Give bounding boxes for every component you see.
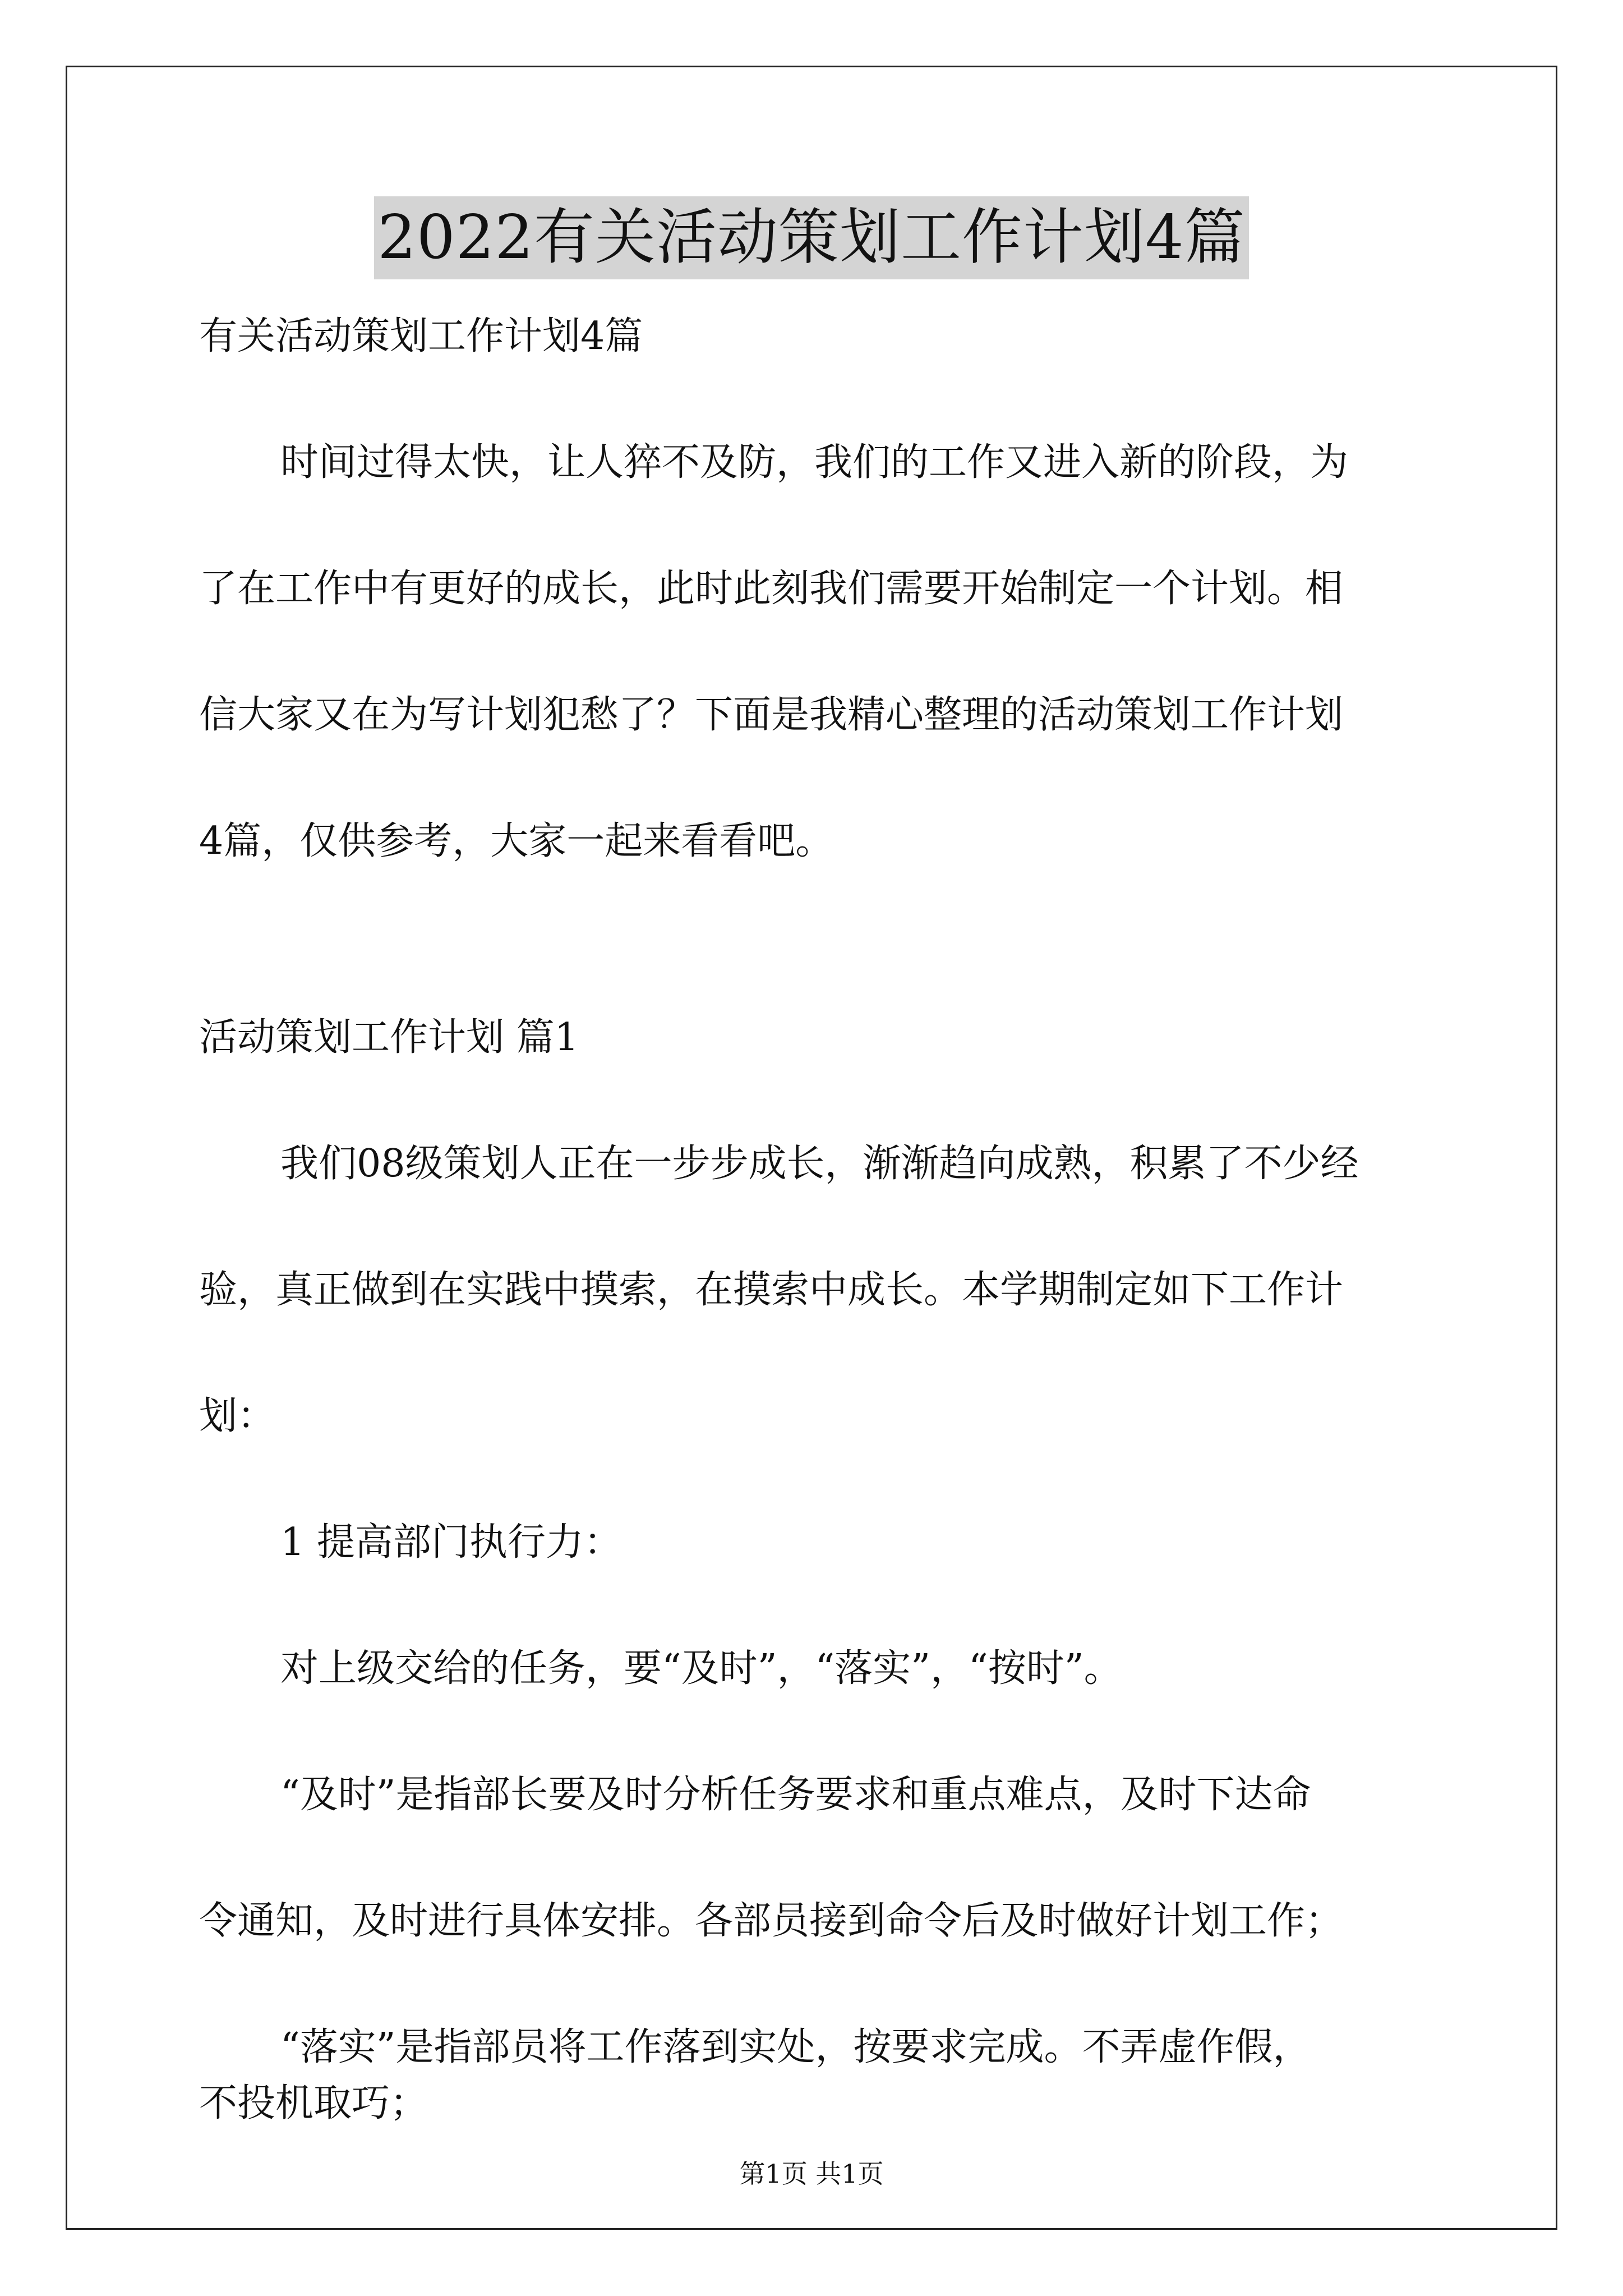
title-container bbox=[0, 196, 1623, 279]
item1-text: 对上级交给的任务，要“及时”，“落实”，“按时”。 bbox=[280, 1646, 1122, 1691]
section-heading: 活动策划工作计划 篇1 bbox=[199, 1015, 579, 1060]
item1-heading: 1 提高部门执行力： bbox=[280, 1520, 622, 1565]
jishi-line-1: “及时”是指部长要及时分析任务要求和重点难点，及时下达命 bbox=[280, 1773, 1311, 1817]
intro-line-2: 了在工作中有更好的成长，此时此刻我们需要开始制定一个计划。相 bbox=[199, 567, 1344, 611]
section1-para-line-2: 验，真正做到在实践中摸索，在摸索中成长。本学期制定如下工作计 bbox=[199, 1268, 1344, 1312]
luoshi-line-2: 不投机取巧； bbox=[199, 2081, 428, 2125]
document-subtitle: 有关活动策划工作计划4篇 bbox=[199, 314, 643, 358]
intro-line-3: 信大家又在为写计划犯愁了？下面是我精心整理的活动策划工作计划 bbox=[199, 693, 1344, 737]
page-footer: 第1页 共1页 bbox=[739, 2159, 884, 2189]
section1-para-line-1: 我们08级策划人正在一步步成长，渐渐趋向成熟，积累了不少经 bbox=[280, 1142, 1359, 1186]
jishi-line-2: 令通知，及时进行具体安排。各部员接到命令后及时做好计划工作； bbox=[199, 1899, 1344, 1943]
intro-line-1: 时间过得太快，让人猝不及防，我们的工作又进入新的阶段，为 bbox=[280, 440, 1349, 485]
section1-para-line-3: 划： bbox=[199, 1394, 276, 1438]
intro-line-4: 4篇，仅供参考，大家一起来看看吧。 bbox=[199, 819, 834, 863]
luoshi-line-1: “落实”是指部员将工作落到实处，按要求完成。不弄虚作假， bbox=[280, 2025, 1311, 2069]
document-title: 2022有关活动策划工作计划4篇 bbox=[374, 196, 1249, 279]
